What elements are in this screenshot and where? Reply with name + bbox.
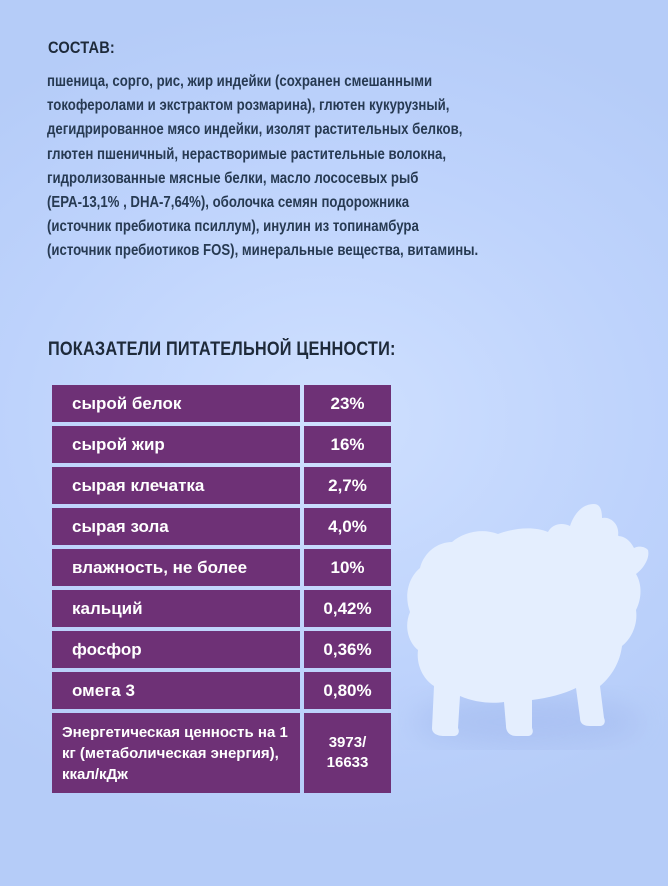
nutrition-row-phosphorus: [52, 631, 391, 668]
nutrient-name: сырая клечатка: [52, 467, 300, 504]
nutrition-row-energy: [52, 713, 391, 793]
nutrient-value: 16%: [304, 426, 391, 463]
nutrient-value: 0,36%: [304, 631, 391, 668]
composition-text: [47, 70, 609, 264]
composition-line: дегидрированное мясо индейки, изолят растительных белков,: [47, 121, 463, 139]
nutrition-row-fat: [52, 426, 391, 463]
composition-line: (источник пребиотиков FOS), минеральные вещества, витамины.: [47, 242, 479, 260]
nutrient-value: 0,42%: [304, 590, 391, 627]
composition-line: гидролизованные мясные белки, масло лососевых рыб: [47, 169, 419, 187]
pomeranian-dog-silhouette-icon: [398, 490, 668, 750]
nutrient-name: сырой белок: [52, 385, 300, 422]
nutrition-row-moisture: [52, 549, 391, 586]
composition-line: токоферолами и экстрактом розмарина), глютен кукурузный,: [47, 97, 450, 115]
nutrient-name: кальций: [52, 590, 300, 627]
nutrient-name: фосфор: [52, 631, 300, 668]
nutrient-name: влажность, не более: [52, 549, 300, 586]
nutrient-value: 3973/ 16633: [304, 713, 391, 793]
nutrition-row-protein: [52, 385, 391, 422]
nutrition-table: [52, 385, 391, 797]
nutrition-title: ПОКАЗАТЕЛИ ПИТАТЕЛЬНОЙ ЦЕННОСТИ:: [48, 339, 396, 360]
nutrient-value: 2,7%: [304, 467, 391, 504]
nutrient-name: Энергетическая ценность на 1 кг (метаболическая энергия), ккал/кДж: [52, 713, 300, 793]
nutrition-row-fiber: [52, 467, 391, 504]
nutrient-name: сырой жир: [52, 426, 300, 463]
nutrition-row-omega3: [52, 672, 391, 709]
composition-line: пшеница, сорго, рис, жир индейки (сохранен смешанными: [47, 73, 433, 90]
composition-title: СОСТАВ:: [48, 38, 115, 57]
nutrient-value: 10%: [304, 549, 391, 586]
nutrient-name: сырая зола: [52, 508, 300, 545]
nutrient-value: 23%: [304, 385, 391, 422]
composition-line: (источник пребиотика псиллум), инулин из топинамбура: [47, 218, 419, 236]
nutrition-row-ash: [52, 508, 391, 545]
nutrient-value: 4,0%: [304, 508, 391, 545]
nutrient-name: омега 3: [52, 672, 300, 709]
nutrient-value: 0,80%: [304, 672, 391, 709]
composition-line: глютен пшеничный, нерастворимые растительные волокна,: [47, 145, 447, 163]
nutrition-row-calcium: [52, 590, 391, 627]
composition-line: (EPA-13,1% , DHA-7,64%), оболочка семян подорожника: [47, 194, 410, 212]
